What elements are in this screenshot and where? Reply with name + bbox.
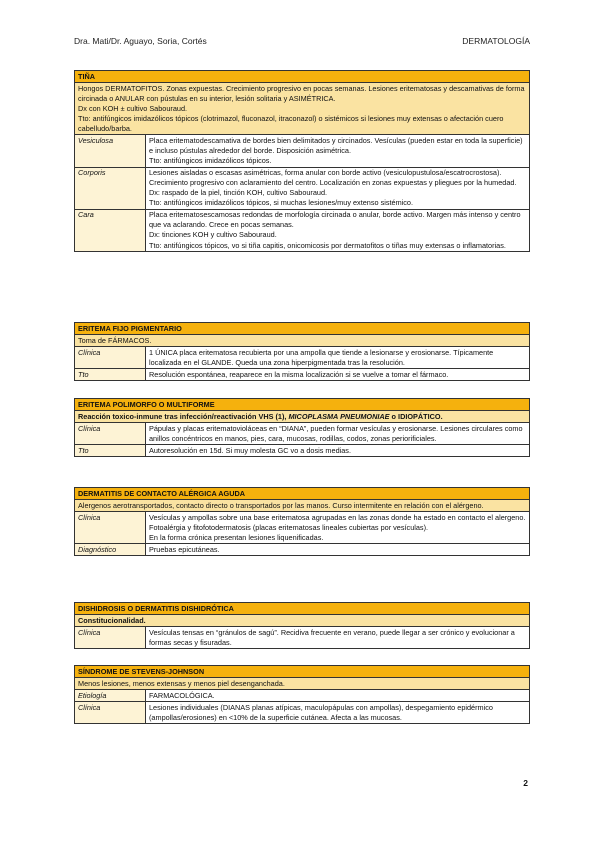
row-key: Cara: [75, 209, 146, 251]
table-fixed-drug-eruption: [74, 322, 530, 381]
row-value: Pruebas epicutáneas.: [146, 544, 530, 556]
fixed-drug-summary: Toma de FÁRMACOS.: [75, 335, 530, 347]
erythema-multiforme-summary: Reacción toxico-inmune tras infección/reactivación VHS (1), MICOPLASMA PNEUMONIAE o IDIOPÁTICO.: [75, 411, 530, 423]
row-key: Tto: [75, 369, 146, 381]
row-value: 1 ÚNICA placa eritematosa recubierta por una ampolla que tiende a lesionarse y erosionarse. Típicamente localizada en el GLANDE. Queda una zona hiperpigmentada tras la resolución.: [146, 347, 530, 369]
row-value: FARMACOLÓGICA.: [146, 690, 530, 702]
row-line: Tto: antifúngicos tópicos, vo si tiña capitis, onicomicosis por dermatofitos o tiñas muy extensas o inflamatorias.: [149, 240, 506, 250]
table-row: [75, 369, 530, 381]
table-erythema-multiforme: [74, 398, 530, 457]
row-value: [146, 512, 530, 544]
row-line: Vesículas y ampollas sobre una base eritematosa agrupadas en las zonas donde ha estado en contacto el alergeno. Fotoalérgia y fitofotodermatosis (placas eritematosas lineales cubiertas por vesículas).: [149, 512, 526, 532]
table-row: [75, 627, 530, 649]
table-contact-dermatitis: [74, 487, 530, 556]
row-value: Lesiones individuales (DIANAS planas atípicas, maculopápulas con ampollas), despegamiento epidérmico (ampollas/erosiones) en <10% de la superficie cutánea. Afecta a las mucosas.: [146, 702, 530, 724]
tinea-summary: [75, 83, 530, 135]
row-key: Diagnóstico: [75, 544, 146, 556]
row-value: Autoresolución en 15d. Si muy molesta GC vo a dosis medias.: [146, 445, 530, 457]
table-row: [75, 347, 530, 369]
row-value: Resolución espontánea, reaparece en la misma localización si se vuelve a tomar el fármaco.: [146, 369, 530, 381]
table-tinea: [74, 70, 530, 252]
page-header: [74, 36, 530, 46]
row-line: Placa eritematodescamativa de bordes bien delimitados y circinados. Vesículas (pueden estar en toda la superficie) e incluso pústulas alrededor del borde. Disposición asimétrica.: [149, 135, 523, 155]
table-row: [75, 445, 530, 457]
fixed-drug-title: ERITEMA FIJO PIGMENTARIO: [75, 323, 530, 335]
row-line: Lesiones aisladas o escasas asimétricas, forma anular con borde activo (vesiculopustulosa/escatrocrostosa). Crecimiento progresivo con aclaramiento del centro. Localización en zonas expuestas y pliegues por la humedad.: [149, 168, 517, 188]
row-value: Vesículas tensas en “gránulos de sagú”. Recidiva frecuente en verano, puede llegar a ser crónico y evolucionar a formas secas y fisuradas.: [146, 627, 530, 649]
row-key: Corporis: [75, 167, 146, 209]
row-key: Etiología: [75, 690, 146, 702]
row-key: Clínica: [75, 347, 146, 369]
row-line: Dx: raspado de la piel, tinción KOH, cultivo Sabouraud.: [149, 188, 328, 198]
row-key: Clínica: [75, 702, 146, 724]
tinea-summary-line: Dx con KOH ± cultivo Sabouraud.: [78, 103, 188, 113]
table-row: [75, 167, 530, 209]
row-key: Clínica: [75, 512, 146, 544]
row-key: Tto: [75, 445, 146, 457]
row-line: Tto: antifúngicos imidazólicos tópicos, si muchas lesiones/muy extenso sistémico.: [149, 198, 414, 208]
dyshidrosis-summary: Constitucionalidad.: [75, 615, 530, 627]
table-row: [75, 209, 530, 251]
table-stevens-johnson: [74, 665, 530, 724]
table-row: [75, 512, 530, 544]
row-key: Vesiculosa: [75, 135, 146, 167]
row-key: Clínica: [75, 627, 146, 649]
header-authors: Dra. Mati/Dr. Aguayo, Soria, Cortés: [74, 36, 207, 46]
erythema-multiforme-title: ERITEMA POLIMORFO O MULTIFORME: [75, 399, 530, 411]
sjs-title: SÍNDROME DE STEVENS-JOHNSON: [75, 666, 530, 678]
row-line: Tto: antifúngicos imidazólicos tópicos.: [149, 156, 272, 165]
row-key: Clínica: [75, 423, 146, 445]
row-value: Pápulas y placas eritematovioláceas en “DIANA”, pueden formar vesículas y erosionarse. Lesiones circulares como anillos concéntricos en manos, pies, cara, mucosas, rodillas, codos, zonas periorificiales.: [146, 423, 530, 445]
sjs-summary: Menos lesiones, menos extensas y menos piel desenganchada.: [75, 678, 530, 690]
table-row: [75, 702, 530, 724]
tinea-summary-line: Tto: antifúngicos imidazólicos tópicos (clotrimazol, fluconazol, itraconazol) o sistémicos si lesiones muy extensas o afectación cuero cabelludo/barba.: [78, 113, 504, 133]
table-dyshidrosis: [74, 602, 530, 649]
tinea-title: TIÑA: [75, 71, 530, 83]
row-line: En la forma crónica presentan lesiones liquenificadas.: [149, 532, 324, 542]
dyshidrosis-title: DISHIDROSIS O DERMATITIS DISHIDRÓTICA: [75, 603, 530, 615]
table-row: [75, 690, 530, 702]
row-line: Placa eritematosescamosas redondas de morfología circinada o anular, borde activo. Margen más intenso y centro que va aclarando. Crece en pocas semanas.: [149, 210, 521, 230]
table-row: [75, 544, 530, 556]
row-value: [146, 167, 530, 209]
header-section: DERMATOLOGÍA: [462, 36, 530, 46]
row-value: [146, 209, 530, 251]
contact-dermatitis-title: DERMATITIS DE CONTACTO ALÉRGICA AGUDA: [75, 488, 530, 500]
tinea-summary-line: Hongos DERMATOFITOS. Zonas expuestas. Crecimiento progresivo en pocas semanas. Lesiones eritematosas y descamativas de forma circinada o ANULAR con pústulas en su interior, lesión solitaria y ASIMÉTRICA.: [78, 83, 525, 103]
page-number: 2: [523, 778, 528, 788]
table-row: [75, 423, 530, 445]
row-line: Dx: tinciones KOH y cultivo Sabouraud.: [149, 230, 277, 240]
row-value: [146, 135, 530, 167]
contact-dermatitis-summary: Alergenos aerotransportados, contacto directo o transportados por las manos. Curso intermitente en relación con el alérgeno.: [75, 500, 530, 512]
table-row: [75, 135, 530, 167]
